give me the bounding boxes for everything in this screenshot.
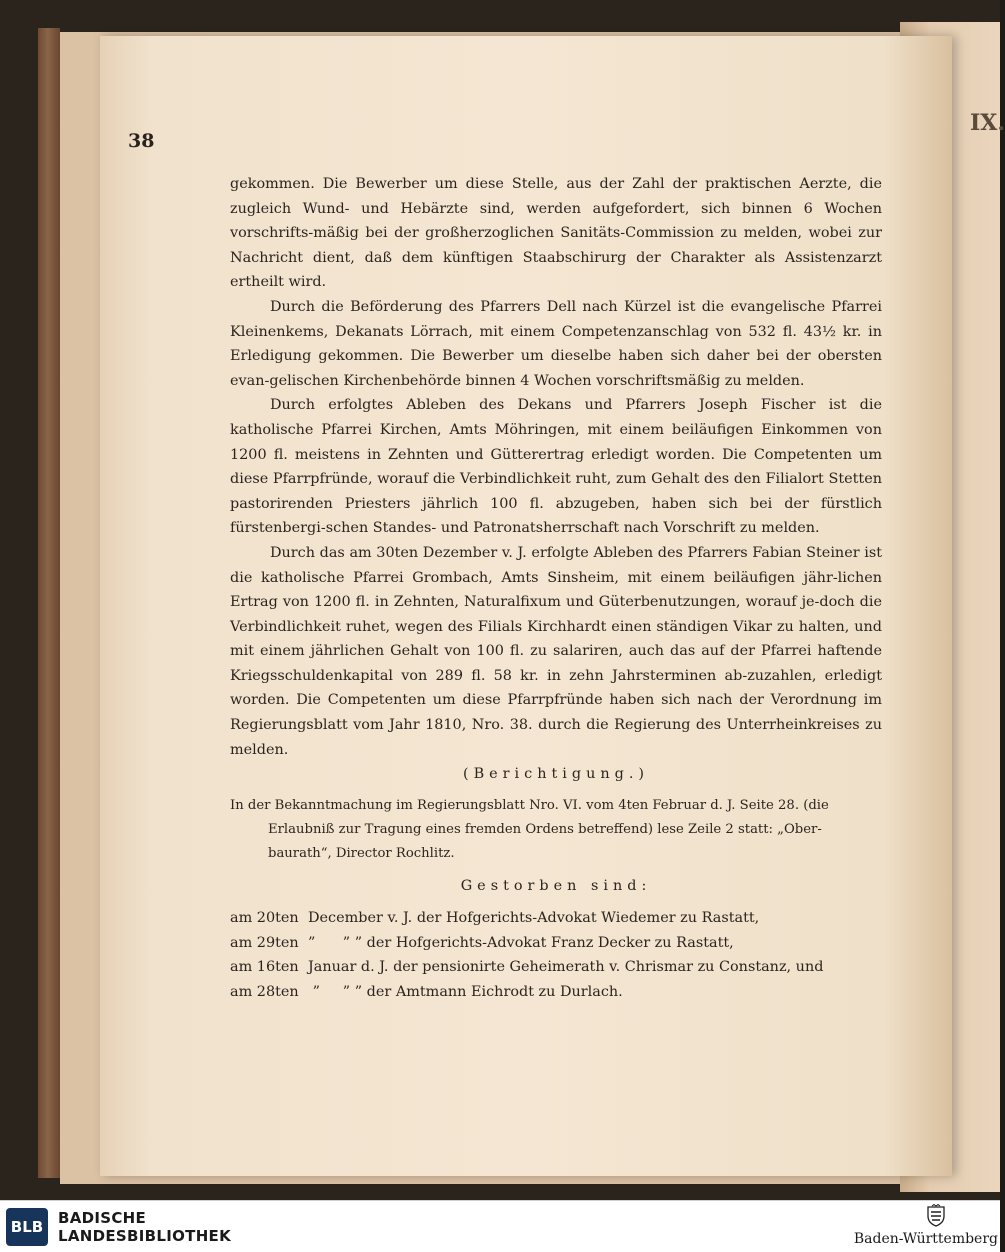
- death-entry: December v. J. der Hofgerichts-Advokat Wiedemer zu Rastatt,: [308, 910, 760, 926]
- library-name-line: LANDESBIBLIOTHEK: [58, 1227, 232, 1245]
- paragraph-3: Durch erfolgtes Ableben des Dekans und Pfarrers Joseph Fischer ist die katholische Pfarrei Kirchen, Amts Möhringen, mit einem beiläufigen Einkommen von 1200 fl. meistens in Zehnten und Gütterertrag erledigt worden. Die Competenten um diese Pfarrpfründe, worauf die Verbindlichkeit ruht, zum Gehalt des den Filialort Stetten pastorirenden Priesters jährlich 100 fl. abzugeben, haben sich bei der fürstlich fürstenbergi-schen Standes- und Patronatsherrschaft nach Vorschrift zu melden.: [230, 397, 882, 537]
- list-item: [230, 980, 910, 1005]
- page-body: [230, 172, 882, 762]
- death-entry: ” ” ” der Hofgerichts-Advokat Franz Decker zu Rastatt,: [308, 934, 734, 951]
- correction-heading: (Berichtigung.): [462, 766, 650, 782]
- footer-bar: [0, 1200, 1000, 1252]
- book-spine-edge: [38, 28, 60, 1178]
- death-date: am 29ten: [230, 934, 299, 951]
- correction-line: In der Bekanntmachung im Regierungsblatt Nro. VI. vom 4ten Februar d. J. Seite 28. (die: [230, 798, 829, 813]
- facing-page-mark: IX.: [970, 110, 1005, 136]
- library-name-line: BADISCHE: [58, 1209, 147, 1227]
- blb-logo[interactable]: BLB: [6, 1208, 48, 1246]
- death-entry: Januar d. J. der pensionirte Geheimerath v. Chrismar zu Constanz, und: [308, 959, 824, 976]
- correction-line: baurath“, Director Rochlitz.: [268, 846, 455, 861]
- state-label: Baden-Württemberg: [853, 1231, 998, 1247]
- paragraph-1: gekommen. Die Bewerber um diese Stelle, aus der Zahl der praktischen Aerzte, die zugleich Wund- und Hebärzte sind, werden aufgefordert, sich binnen 6 Wochen vorschrifts-mäßig bei der großherzoglichen Sanitäts-Commission zu melden, wobei zur Nachricht dient, daß dem künftigen Staabschirurg der Charakter als Assistenzarzt ertheilt wird.: [230, 176, 882, 291]
- death-entry: ” ” ” der Amtmann Eichrodt zu Durlach.: [308, 983, 623, 1000]
- list-item: [230, 955, 910, 980]
- page-number: 38: [128, 130, 155, 152]
- correction-line: Erlaubniß zur Tragung eines fremden Ordens betreffend) lese Zeile 2 statt: „Ober-: [268, 822, 822, 837]
- deaths-heading: Gestorben sind:: [460, 878, 652, 894]
- deaths-list: [230, 906, 910, 1004]
- list-item: [230, 931, 910, 956]
- list-item: [230, 906, 910, 931]
- death-date: am 28ten: [230, 983, 299, 1000]
- death-date: am 16ten: [230, 959, 299, 976]
- death-date: am 20ten: [230, 910, 299, 926]
- library-name[interactable]: [58, 1209, 231, 1245]
- paragraph-2: Durch die Beförderung des Pfarrers Dell nach Kürzel ist die evangelische Pfarrei Kleinenkems, Dekanats Lörrach, mit einem Competenzanschlag von 532 fl. 43½ kr. in Erledigung gekommen. Die Bewerber um dieselbe haben sich daher bei der obersten evan-gelischen Kirchenbehörde binnen 4 Wochen vorschriftsmäßig zu melden.: [230, 298, 882, 389]
- paragraph-4: Durch das am 30ten Dezember v. J. erfolgte Ableben des Pfarrers Fabian Steiner ist die katholische Pfarrei Grombach, Amts Sinsheim, mit einem beiläufigen jähr-lichen Ertrag von 1200 fl. in Zehnten, Naturalfixum und Güterbenutzungen, worauf je-doch die Verbindlichkeit ruhet, wegen des Filials Kirchhardt einen ständigen Vikar zu halten, und mit einem jährlichen Gehalt von 100 fl. zu salariren, auch das auf der Pfarrei haftende Kriegsschuldenkapital von 289 fl. 58 kr. in zehn Jahrsterminen ab-zuzahlen, erledigt worden. Die Competenten um diese Pfarrpfründe haben sich nach der Verordnung im Regierungsblatt vom Jahr 1810, Nro. 38. durch die Regierung des Unterrheinkreises zu melden.: [230, 544, 882, 758]
- coat-of-arms-icon: [924, 1204, 948, 1228]
- correction-notice: [230, 794, 882, 866]
